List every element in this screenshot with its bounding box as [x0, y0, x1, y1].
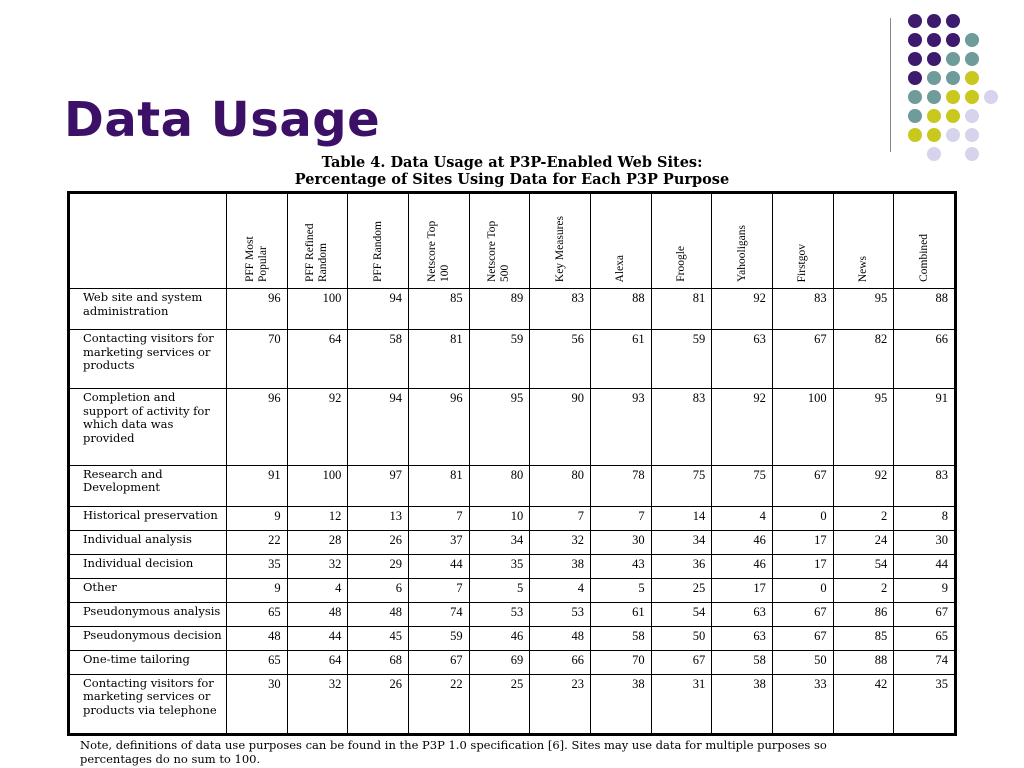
- column-header: [590, 194, 651, 289]
- row-label: Completion and support of activity for which data was provided: [70, 389, 227, 465]
- table-cell-value: 70: [227, 330, 288, 389]
- table-cell-value: 82: [833, 330, 894, 389]
- table-cell-value: 38: [712, 674, 773, 733]
- row-label: Pseudonymous analysis: [70, 603, 227, 627]
- table-cell-value: 59: [469, 330, 530, 389]
- decorative-dot: [927, 14, 941, 28]
- table-cell-value: 83: [772, 289, 833, 330]
- table-cell-value: 53: [530, 603, 591, 627]
- table-cell-value: 12: [287, 507, 348, 531]
- decorative-dot: [908, 109, 922, 123]
- table-row: [70, 330, 955, 389]
- decorative-dot: [927, 109, 941, 123]
- table-cell-value: 46: [712, 555, 773, 579]
- table-cell-value: 95: [469, 389, 530, 465]
- table-cell-value: 32: [287, 555, 348, 579]
- column-header: [712, 194, 773, 289]
- table-cell-value: 74: [408, 603, 469, 627]
- row-label: Research and Development: [70, 465, 227, 506]
- table-cell-value: 97: [348, 465, 409, 506]
- table-cell-value: 32: [530, 531, 591, 555]
- table-cell-value: 24: [833, 531, 894, 555]
- table-cell-value: 96: [227, 289, 288, 330]
- table-cell-value: 64: [287, 330, 348, 389]
- table-row: [70, 555, 955, 579]
- decorative-dot: [946, 71, 960, 85]
- table-cell-value: 8: [894, 507, 955, 531]
- table-cell-value: 67: [772, 465, 833, 506]
- table-cell-value: 46: [469, 627, 530, 651]
- column-header-label: PFF Random: [371, 220, 384, 282]
- decorative-dot: [965, 90, 979, 104]
- table-cell-value: 100: [287, 465, 348, 506]
- table-cell-value: 0: [772, 507, 833, 531]
- table-cell-value: 65: [227, 603, 288, 627]
- table-cell-value: 32: [287, 674, 348, 733]
- column-header: [408, 194, 469, 289]
- table-cell-value: 69: [469, 650, 530, 674]
- table-row: [70, 389, 955, 465]
- column-header: [287, 194, 348, 289]
- table-cell-value: 34: [651, 531, 712, 555]
- table-row: [70, 603, 955, 627]
- table-cell-value: 67: [408, 650, 469, 674]
- table-cell-value: 89: [469, 289, 530, 330]
- table-cell-value: 17: [772, 555, 833, 579]
- table-cell-value: 91: [227, 465, 288, 506]
- decorative-dot: [908, 71, 922, 85]
- column-header: [348, 194, 409, 289]
- table-cell-value: 10: [469, 507, 530, 531]
- table-cell-value: 70: [590, 650, 651, 674]
- decorative-dot: [965, 109, 979, 123]
- table-cell-value: 17: [772, 531, 833, 555]
- column-header: [651, 194, 712, 289]
- table-cell-value: 81: [651, 289, 712, 330]
- table-cell-value: 26: [348, 674, 409, 733]
- table-cell-value: 100: [287, 289, 348, 330]
- decorative-dot: [946, 90, 960, 104]
- decorative-dot: [927, 147, 941, 161]
- table-cell-value: 42: [833, 674, 894, 733]
- data-usage-table-container: [67, 191, 957, 736]
- table-cell-value: 34: [469, 531, 530, 555]
- decorative-dot: [946, 33, 960, 47]
- table-cell-value: 35: [227, 555, 288, 579]
- decorative-dot: [965, 147, 979, 161]
- table-cell-value: 88: [833, 650, 894, 674]
- table-row: [70, 507, 955, 531]
- row-label: Historical preservation: [70, 507, 227, 531]
- data-usage-table: [69, 193, 955, 734]
- table-cell-value: 26: [348, 531, 409, 555]
- table-cell-value: 14: [651, 507, 712, 531]
- table-cell-value: 65: [227, 650, 288, 674]
- column-header-label: Firstgov: [796, 243, 809, 282]
- decorative-dot: [908, 128, 922, 142]
- table-cell-value: 36: [651, 555, 712, 579]
- table-row: [70, 465, 955, 506]
- table-cell-value: 38: [530, 555, 591, 579]
- table-cell-value: 75: [651, 465, 712, 506]
- table-cell-value: 86: [833, 603, 894, 627]
- table-cell-value: 80: [469, 465, 530, 506]
- table-cell-value: 67: [772, 603, 833, 627]
- table-cell-value: 66: [894, 330, 955, 389]
- decorative-dot: [908, 14, 922, 28]
- column-header-label: PFF Most Popular: [243, 236, 269, 282]
- table-cell-value: 67: [894, 603, 955, 627]
- decorative-dot: [908, 33, 922, 47]
- table-cell-value: 68: [348, 650, 409, 674]
- row-label: Contacting visitors for marketing services or products via telephone: [70, 674, 227, 733]
- table-cell-value: 25: [469, 674, 530, 733]
- table-cell-value: 88: [894, 289, 955, 330]
- column-header-label: Yahooligans: [735, 225, 748, 282]
- table-cell-value: 95: [833, 289, 894, 330]
- table-cell-value: 25: [651, 579, 712, 603]
- column-header-label: Netscore Top 100: [425, 220, 451, 282]
- table-cell-value: 92: [712, 289, 773, 330]
- decorative-dot: [946, 14, 960, 28]
- table-row: [70, 650, 955, 674]
- table-cell-value: 13: [348, 507, 409, 531]
- column-header-label: News: [856, 255, 869, 282]
- table-cell-value: 92: [712, 389, 773, 465]
- decorative-dot: [965, 33, 979, 47]
- table-cell-value: 7: [408, 579, 469, 603]
- table-cell-value: 22: [408, 674, 469, 733]
- table-cell-value: 22: [227, 531, 288, 555]
- table-cell-value: 83: [894, 465, 955, 506]
- decorative-dot: [946, 109, 960, 123]
- table-row: [70, 674, 955, 733]
- table-cell-value: 28: [287, 531, 348, 555]
- row-label: Contacting visitors for marketing services or products: [70, 330, 227, 389]
- slide-title: Data Usage: [64, 92, 381, 148]
- row-label: Web site and system administration: [70, 289, 227, 330]
- table-cell-value: 4: [287, 579, 348, 603]
- table-row: [70, 531, 955, 555]
- decorative-dot: [927, 128, 941, 142]
- table-cell-value: 17: [712, 579, 773, 603]
- table-cell-value: 54: [651, 603, 712, 627]
- column-header-label: PFF Refined Random: [304, 223, 330, 282]
- table-cell-value: 7: [590, 507, 651, 531]
- table-cell-value: 48: [348, 603, 409, 627]
- table-cell-value: 0: [772, 579, 833, 603]
- table-cell-value: 31: [651, 674, 712, 733]
- table-cell-value: 2: [833, 507, 894, 531]
- table-cell-value: 59: [408, 627, 469, 651]
- column-header: [833, 194, 894, 289]
- row-label: Other: [70, 579, 227, 603]
- table-caption-line2: Percentage of Sites Using Data for Each P3P Purpose: [294, 171, 730, 188]
- column-header-label: Combined: [917, 234, 930, 282]
- table-cell-value: 66: [530, 650, 591, 674]
- table-cell-value: 94: [348, 389, 409, 465]
- table-cell-value: 65: [894, 627, 955, 651]
- table-cell-value: 81: [408, 330, 469, 389]
- table-cell-value: 48: [227, 627, 288, 651]
- table-row: [70, 579, 955, 603]
- table-cell-value: 5: [590, 579, 651, 603]
- table-cell-value: 30: [227, 674, 288, 733]
- table-cell-value: 63: [712, 330, 773, 389]
- table-cell-value: 48: [287, 603, 348, 627]
- table-cell-value: 63: [712, 603, 773, 627]
- table-cell-value: 92: [833, 465, 894, 506]
- table-cell-value: 74: [894, 650, 955, 674]
- table-cell-value: 43: [590, 555, 651, 579]
- table-cell-value: 35: [469, 555, 530, 579]
- table-cell-value: 30: [894, 531, 955, 555]
- table-cell-value: 81: [408, 465, 469, 506]
- table-cell-value: 75: [712, 465, 773, 506]
- table-cell-value: 58: [348, 330, 409, 389]
- table-cell-value: 33: [772, 674, 833, 733]
- decorative-dot: [927, 52, 941, 66]
- table-row: [70, 289, 955, 330]
- decorative-dot: [927, 90, 941, 104]
- table-cell-value: 90: [530, 389, 591, 465]
- decorative-dot-grid: [908, 14, 1008, 164]
- table-cell-value: 48: [530, 627, 591, 651]
- table-cell-value: 9: [227, 507, 288, 531]
- table-cell-value: 67: [651, 650, 712, 674]
- column-header-label: Alexa: [614, 254, 627, 282]
- table-cell-value: 83: [530, 289, 591, 330]
- table-cell-value: 4: [530, 579, 591, 603]
- table-cell-value: 64: [287, 650, 348, 674]
- table-cell-value: 78: [590, 465, 651, 506]
- column-header: [227, 194, 288, 289]
- table-cell-value: 93: [590, 389, 651, 465]
- table-footnote: Note, definitions of data use purposes can be found in the P3P 1.0 specification [6]. Sites may use data for multiple purposes so percentages do no sum to 100.: [80, 738, 827, 766]
- table-body: [70, 289, 955, 734]
- row-label: Individual decision: [70, 555, 227, 579]
- table-cell-value: 7: [408, 507, 469, 531]
- table-cell-value: 67: [772, 330, 833, 389]
- table-cell-value: 46: [712, 531, 773, 555]
- table-corner-cell: [70, 194, 227, 289]
- table-cell-value: 91: [894, 389, 955, 465]
- row-label: Individual analysis: [70, 531, 227, 555]
- decorative-dot: [965, 52, 979, 66]
- decorative-dot: [927, 33, 941, 47]
- table-cell-value: 96: [408, 389, 469, 465]
- column-header-label: Key Measures: [553, 215, 566, 282]
- decorative-dot: [946, 128, 960, 142]
- table-cell-value: 5: [469, 579, 530, 603]
- table-cell-value: 50: [772, 650, 833, 674]
- table-cell-value: 44: [408, 555, 469, 579]
- table-cell-value: 80: [530, 465, 591, 506]
- decorative-dot: [965, 71, 979, 85]
- row-label: One-time tailoring: [70, 650, 227, 674]
- table-cell-value: 2: [833, 579, 894, 603]
- table-cell-value: 61: [590, 330, 651, 389]
- decorative-dot: [908, 90, 922, 104]
- table-cell-value: 6: [348, 579, 409, 603]
- column-header: [772, 194, 833, 289]
- decorative-dot: [908, 52, 922, 66]
- column-header: [469, 194, 530, 289]
- table-cell-value: 59: [651, 330, 712, 389]
- decorative-dot: [927, 71, 941, 85]
- table-cell-value: 67: [772, 627, 833, 651]
- table-cell-value: 30: [590, 531, 651, 555]
- table-cell-value: 23: [530, 674, 591, 733]
- table-cell-value: 58: [590, 627, 651, 651]
- row-label: Pseudonymous decision: [70, 627, 227, 651]
- column-header: [530, 194, 591, 289]
- divider-line: [890, 18, 891, 152]
- table-row: [70, 627, 955, 651]
- table-cell-value: 45: [348, 627, 409, 651]
- table-cell-value: 96: [227, 389, 288, 465]
- table-cell-value: 9: [894, 579, 955, 603]
- decorative-dot: [984, 90, 998, 104]
- table-cell-value: 61: [590, 603, 651, 627]
- table-cell-value: 44: [287, 627, 348, 651]
- column-header: [894, 194, 955, 289]
- table-cell-value: 88: [590, 289, 651, 330]
- table-cell-value: 92: [287, 389, 348, 465]
- table-cell-value: 9: [227, 579, 288, 603]
- table-cell-value: 4: [712, 507, 773, 531]
- decorative-dot: [946, 52, 960, 66]
- table-cell-value: 54: [833, 555, 894, 579]
- decorative-dot: [965, 128, 979, 142]
- table-cell-value: 37: [408, 531, 469, 555]
- table-cell-value: 7: [530, 507, 591, 531]
- table-cell-value: 44: [894, 555, 955, 579]
- table-header-row: [70, 194, 955, 289]
- table-cell-value: 63: [712, 627, 773, 651]
- table-cell-value: 56: [530, 330, 591, 389]
- column-header-label: Netscore Top 500: [486, 220, 512, 282]
- table-cell-value: 53: [469, 603, 530, 627]
- table-cell-value: 85: [833, 627, 894, 651]
- table-cell-value: 94: [348, 289, 409, 330]
- table-cell-value: 58: [712, 650, 773, 674]
- table-cell-value: 50: [651, 627, 712, 651]
- table-cell-value: 83: [651, 389, 712, 465]
- table-caption-line1: Table 4. Data Usage at P3P-Enabled Web Sites:: [321, 154, 703, 171]
- table-cell-value: 38: [590, 674, 651, 733]
- column-header-label: Froogle: [674, 246, 687, 282]
- table-cell-value: 35: [894, 674, 955, 733]
- table-cell-value: 29: [348, 555, 409, 579]
- table-cell-value: 85: [408, 289, 469, 330]
- table-cell-value: 95: [833, 389, 894, 465]
- table-cell-value: 100: [772, 389, 833, 465]
